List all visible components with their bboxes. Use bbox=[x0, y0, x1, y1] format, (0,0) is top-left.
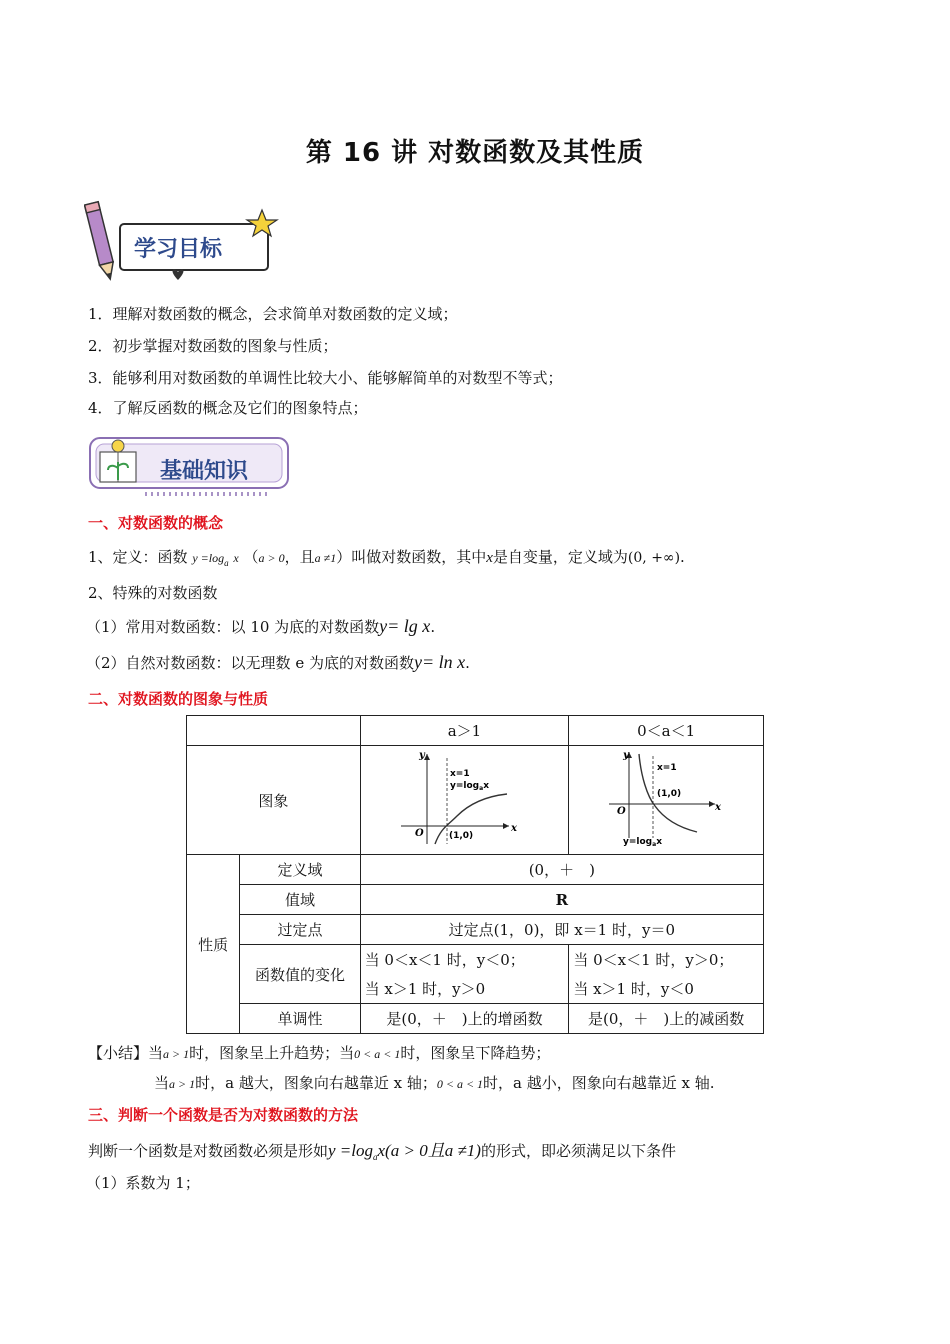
row-label: 值域 bbox=[240, 885, 360, 915]
header-a-lt-1: 0＜a＜1 bbox=[569, 716, 764, 746]
log-graph-decreasing bbox=[569, 746, 755, 854]
row-value: 是(0，＋ )上的减函数 bbox=[569, 1004, 764, 1034]
svg-text:O: O bbox=[617, 806, 627, 817]
row-value: R bbox=[360, 885, 763, 915]
row-label: 过定点 bbox=[240, 915, 360, 945]
graph-label: 图象 bbox=[187, 746, 361, 855]
page-title: 第 16 讲 对数函数及其性质 bbox=[305, 138, 645, 168]
svg-text:y: y bbox=[418, 750, 425, 761]
domain-formula: (0, +∞) bbox=[627, 550, 681, 566]
goal-item: 3．能够利用对数函数的单调性比较大小、能够解简单的对数型不等式； bbox=[88, 369, 563, 387]
row-value: 当 x＞1 时，y＞0 bbox=[360, 974, 569, 1004]
goal-item: 1．理解对数函数的概念，会求简单对数函数的定义域； bbox=[88, 305, 458, 323]
svg-text:x: x bbox=[510, 823, 517, 834]
goal-item: 4．了解反函数的概念及它们的图象特点； bbox=[88, 399, 368, 417]
row-value: 当 x＞1 时，y＜0 bbox=[569, 974, 764, 1004]
row-value: 当 0＜x＜1 时，y＜0； bbox=[360, 945, 569, 975]
goals-badge-label: 学习目标 bbox=[134, 237, 223, 262]
basics-badge-label: 基础知识 bbox=[160, 459, 249, 484]
svg-text:(1,0): (1,0) bbox=[448, 831, 473, 841]
summary-line-1: 【小结】当a > 1时，图象呈上升趋势；当0 < a < 1时，图象呈下降趋势； bbox=[88, 1044, 551, 1062]
svg-text:y: y bbox=[623, 750, 630, 761]
row-label: 定义域 bbox=[240, 855, 360, 885]
row-label: 单调性 bbox=[240, 1004, 360, 1034]
summary-line-2: 当a > 1时，a 越大，图象向右越靠近 x 轴；0 < a < 1时，a 越小，图象向右越靠近 x 轴. bbox=[154, 1074, 715, 1092]
criteria-line: 判断一个函数是对数函数必须是形如$y =\log_ax(a > 0$且a ≠1)的形式，即必须满足以下条件 bbox=[88, 1141, 676, 1162]
condition-1: （1）系数为 1； bbox=[86, 1174, 200, 1192]
svg-text:x=1: x=1 bbox=[657, 763, 677, 773]
svg-text:y=logax: $y=\log_ax$ bbox=[449, 781, 489, 792]
properties-label: 性质 bbox=[187, 855, 240, 1034]
graph-increasing bbox=[360, 746, 569, 855]
definition-line: 1、定义：函数 $y =\log_a$ x （a > 0，且a ≠1）叫做对数函数，其中x是自变量，定义域为(0, +∞). bbox=[88, 548, 685, 568]
special-functions: 2、特殊的对数函数 bbox=[88, 584, 218, 602]
svg-text:(1,0): (1,0) bbox=[657, 789, 682, 799]
goal-item: 2．初步掌握对数函数的图象与性质； bbox=[88, 337, 338, 355]
row-value: (0，＋ ) bbox=[360, 855, 763, 885]
section-heading: 一、对数函数的概念 bbox=[88, 514, 224, 532]
svg-text:x: x bbox=[715, 802, 722, 813]
header-a-gt-1: a＞1 bbox=[360, 716, 569, 746]
svg-text:y=logax: $y=\log_ax$ bbox=[623, 837, 663, 848]
graph-decreasing bbox=[569, 746, 764, 855]
row-value: 过定点(1，0)，即 x＝1 时，y＝0 bbox=[360, 915, 763, 945]
section-heading: 二、对数函数的图象与性质 bbox=[88, 690, 269, 708]
common-log: （1）常用对数函数：以 10 为底的对数函数y= lg x. bbox=[86, 616, 436, 636]
goals-badge bbox=[84, 200, 280, 284]
svg-text:x=1: x=1 bbox=[449, 769, 470, 779]
basics-badge bbox=[86, 434, 292, 500]
row-value: 当 0＜x＜1 时，y＞0； bbox=[569, 945, 764, 975]
section-heading: 三、判断一个函数是否为对数函数的方法 bbox=[88, 1106, 359, 1124]
svg-text:O: O bbox=[414, 828, 424, 839]
properties-table bbox=[186, 715, 764, 1034]
natural-log: （2）自然对数函数：以无理数 e 为底的对数函数y= ln x. bbox=[86, 652, 470, 672]
row-value: 是(0，＋ )上的增函数 bbox=[360, 1004, 569, 1034]
log-graph-increasing bbox=[361, 746, 561, 854]
row-label: 函数值的变化 bbox=[240, 945, 360, 1004]
